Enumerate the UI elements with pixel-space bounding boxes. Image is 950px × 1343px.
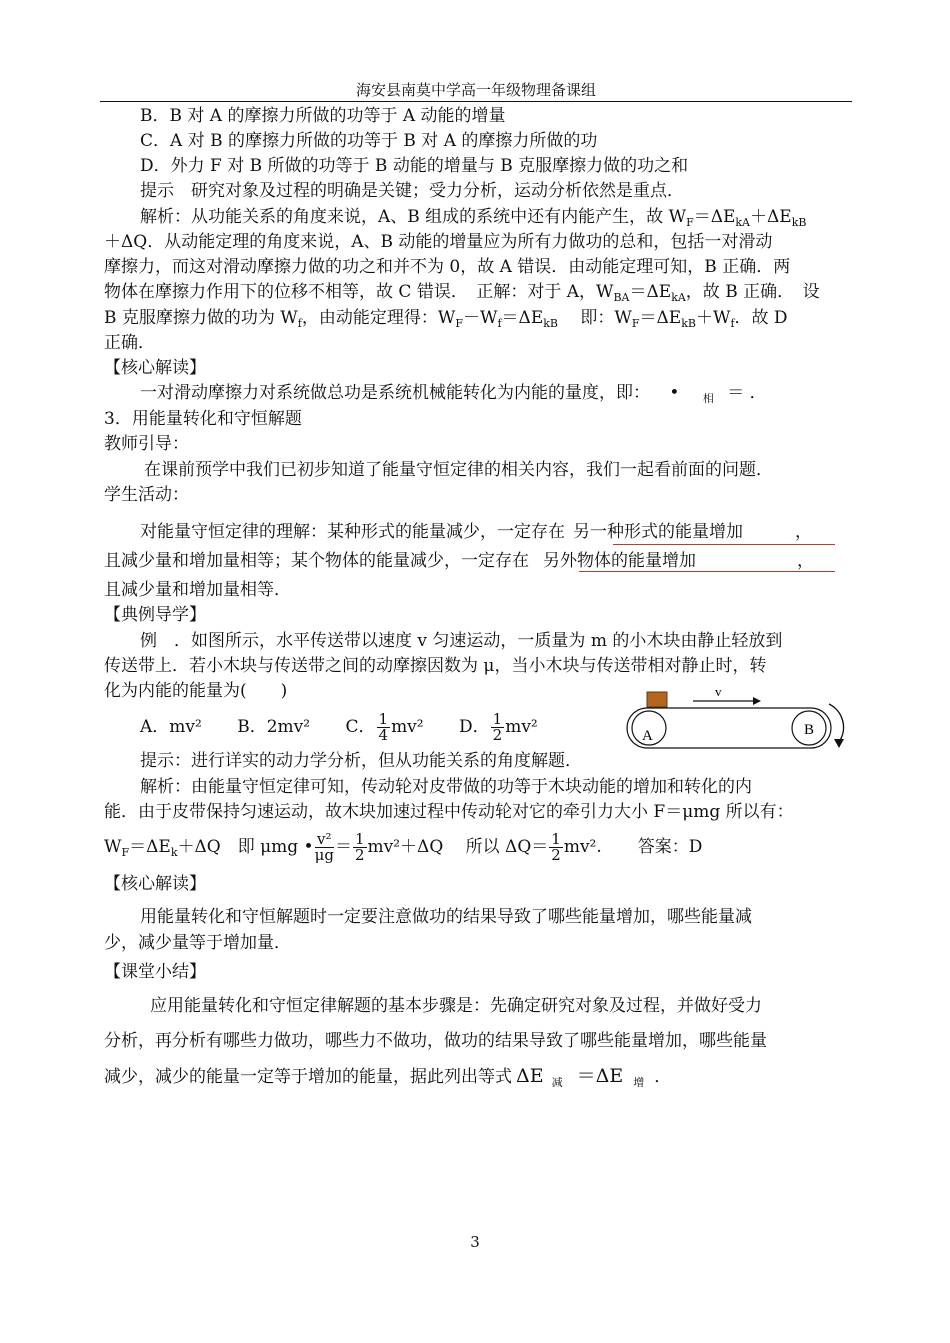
fraction-half-2 xyxy=(549,832,563,863)
student-line-1 xyxy=(140,520,812,544)
option-d-mv2: mv² xyxy=(505,717,538,737)
red-underline-1 xyxy=(613,544,835,545)
core-text-1-body: 一对滑动摩擦力对系统做总功是系统机械能转化为内能的量度，即： xyxy=(140,383,650,403)
velocity-label: v xyxy=(715,684,722,699)
option-c: C．A 对 B 的摩擦力所做的功等于 B 对 A 的摩擦力所做的功 xyxy=(140,131,598,151)
example-hint: 提示：进行详实的动力学分析，但从功能关系的角度解题． xyxy=(140,751,582,771)
analysis-text-5: B 克服摩擦力做的功为 W xyxy=(104,308,298,328)
analysis-line-5: B 克服摩擦力做的功为 $W_f$，由动能定理得：$W_F-W_f=\Delta E_{kB}$ 即：$W_F=\Delta E_{kB}+W_f$．故 D xyxy=(104,308,788,330)
core-heading-2: 【核心解读】 xyxy=(104,874,206,894)
eq-end: mv². xyxy=(563,837,602,857)
page-header: 海安县南莫中学高一年级物理备课组 xyxy=(355,81,596,99)
section3-title: 3．用能量转化和守恒解题 xyxy=(104,409,302,429)
eq-so: mv²＋ΔQ 所以 ΔQ＝ xyxy=(367,837,549,857)
pulley-b-label: B xyxy=(804,722,815,738)
rotation-arrow xyxy=(829,704,844,742)
fraction-d xyxy=(491,712,505,743)
hint-1: 提示 研究对象及过程的明确是关键；受力分析，运动分析依然是重点． xyxy=(140,181,684,201)
teacher-text: 在课前预学中我们已初步知道了能量守恒定律的相关内容，我们一起看前面的问题． xyxy=(144,460,773,480)
summary-eq-mid: ＝ΔE xyxy=(576,1065,624,1087)
example-analysis-2: 能．由于皮带保持匀速运动，故木块加速过程中传动轮对它的牵引力大小 F＝μmg 所以有： xyxy=(104,802,794,822)
fraction-v2-ug xyxy=(315,832,334,863)
core-sub: 相 xyxy=(702,392,714,405)
student-line-2 xyxy=(104,549,814,573)
wooden-block xyxy=(647,692,667,707)
option-b: B．B 对 A 的摩擦力所做的功等于 A 动能的增量 xyxy=(140,106,506,126)
example-options xyxy=(140,712,538,743)
eq-w: W xyxy=(104,837,122,857)
conveyor-belt-diagram xyxy=(625,682,855,754)
fraction-c xyxy=(377,712,391,743)
option-d2: D． xyxy=(459,717,490,737)
example-analysis-3 xyxy=(104,832,702,865)
option-b2: B．2mv² xyxy=(237,717,311,737)
summary-eq-end: ． xyxy=(654,1067,672,1087)
core-dot: • xyxy=(669,383,680,403)
summary-line-3-text: 减少，减少的能量一定等于增加的能量，据此列出等式 xyxy=(104,1067,512,1087)
student-line-3: 且减少量和增加量相等． xyxy=(104,580,291,600)
summary-line-3 xyxy=(104,1064,671,1095)
fraction-1-den: μg xyxy=(314,846,334,864)
blank-answer-2: 另外物体的能量增加 xyxy=(543,551,696,571)
analysis-line-3: 摩擦力，而这对滑动摩擦力做的功之和并不为 0，故 A 错误．由动能定理可知，B 正确．两 xyxy=(104,257,791,277)
red-underline-2 xyxy=(579,571,835,572)
analysis-line-4: 物体在摩擦力作用下的位移不相等，故 C 错误． 正解：对于 A，$W_{BA}=\Delta E_{kA}$，故 B 正确． 设 xyxy=(104,282,820,304)
fraction-c-num: 1 xyxy=(378,710,389,728)
page-number: 3 xyxy=(470,1233,480,1251)
example-question-3: 化为内能的能量为( ) xyxy=(104,681,288,701)
analysis-text-1: 解析：从功能关系的角度来说，A、B 组成的系统中还有内能产生，故 W xyxy=(140,207,687,227)
example-question-1: 例 ．如图所示，水平传送带以速度 v 匀速运动，一质量为 m 的小木块由静止轻放到 xyxy=(140,631,783,651)
summary-eq-right-sub: 增 xyxy=(633,1076,645,1089)
student-text-2b: ， xyxy=(797,551,814,571)
example-analysis-1: 解析：由能量守恒定律可知，传动轮对皮带做的功等于木块动能的增加和转化的内 xyxy=(140,777,752,797)
example-heading: 【典例导学】 xyxy=(104,605,206,625)
blank-answer-1: 另一种形式的能量增加 xyxy=(573,522,743,542)
eq-dek: ＝ΔE xyxy=(129,837,171,857)
analysis-line-2: ＋ΔQ．从动能定理的角度来说，A、B 动能的增量应为所有力做功的总和，包括一对滑动 xyxy=(104,232,773,252)
analysis-text-4: 物体在摩擦力作用下的位移不相等，故 C 错误． 正解：对于 A，W xyxy=(104,282,614,302)
analysis-line-1: 解析：从功能关系的角度来说，A、B 组成的系统中还有内能产生，故 $W_F=\Delta E_{kA}+\Delta E_{kB}$ xyxy=(140,207,807,229)
student-text-1b: ， xyxy=(795,522,812,542)
velocity-arrowhead xyxy=(753,697,761,705)
student-text-2: 且减少量和增加量相等；某个物体的能量减少，一定存在 xyxy=(104,551,529,571)
option-c2: C． xyxy=(345,717,376,737)
core2-line-1: 用能量转化和守恒解题时一定要注意做功的结果导致了哪些能量增加，哪些能量减 xyxy=(140,907,752,927)
option-c-mv2: mv² xyxy=(391,717,424,737)
option-d: D．外力 F 对 B 所做的功等于 B 动能的增量与 B 克服摩擦力做的功之和 xyxy=(140,156,689,176)
summary-line-1: 应用能量转化和守恒定律解题的基本步骤是：先确定研究对象及过程，并做好受力 xyxy=(150,996,762,1016)
student-text-1: 对能量守恒定律的理解：某种形式的能量减少，一定存在 xyxy=(140,522,565,542)
summary-eq-left-sub: 减 xyxy=(551,1076,563,1089)
fraction-3-num: 1 xyxy=(551,830,561,848)
fraction-1-num: v² xyxy=(315,832,334,848)
option-a: A．mv² xyxy=(140,717,202,737)
core-end: ． xyxy=(749,383,767,403)
teacher-label: 教师引导： xyxy=(104,434,189,454)
fraction-half-1 xyxy=(353,832,367,863)
eq-equals: ＝ xyxy=(334,837,352,857)
rotation-arrowhead xyxy=(834,739,844,748)
eq-w-sub: F xyxy=(121,846,130,859)
fraction-2-den: 2 xyxy=(354,846,365,864)
fraction-c-den: 4 xyxy=(378,726,389,744)
core2-line-2: 少，减少量等于增加量． xyxy=(104,933,291,953)
core-heading-1: 【核心解读】 xyxy=(104,358,206,378)
fraction-d-num: 1 xyxy=(492,710,503,728)
example-question-2: 传送带上．若小木块与传送带之间的动摩擦因数为 μ，当小木块与传送带相对静止时，转 xyxy=(104,656,767,676)
summary-eq-left: ΔE xyxy=(516,1065,544,1087)
summary-line-2: 分析，再分析有哪些力做功，哪些力不做功，做功的结果导致了哪些能量增加，哪些能量 xyxy=(104,1031,767,1051)
core-eq: ＝ xyxy=(727,383,745,403)
pulley-a-label: A xyxy=(642,728,653,744)
fraction-3-den: 2 xyxy=(551,846,561,864)
student-label: 学生活动： xyxy=(104,485,189,505)
eq-mid: ＋ΔQ 即 μmg • xyxy=(177,837,314,857)
analysis-line-6: 正确． xyxy=(104,333,155,353)
fraction-d-den: 2 xyxy=(492,726,503,744)
answer-text: 答案：D xyxy=(637,837,703,857)
eq-k-sub: k xyxy=(170,846,178,859)
fraction-2-num: 1 xyxy=(354,830,365,848)
header-rule xyxy=(100,101,852,102)
summary-heading: 【课堂小结】 xyxy=(104,962,206,982)
